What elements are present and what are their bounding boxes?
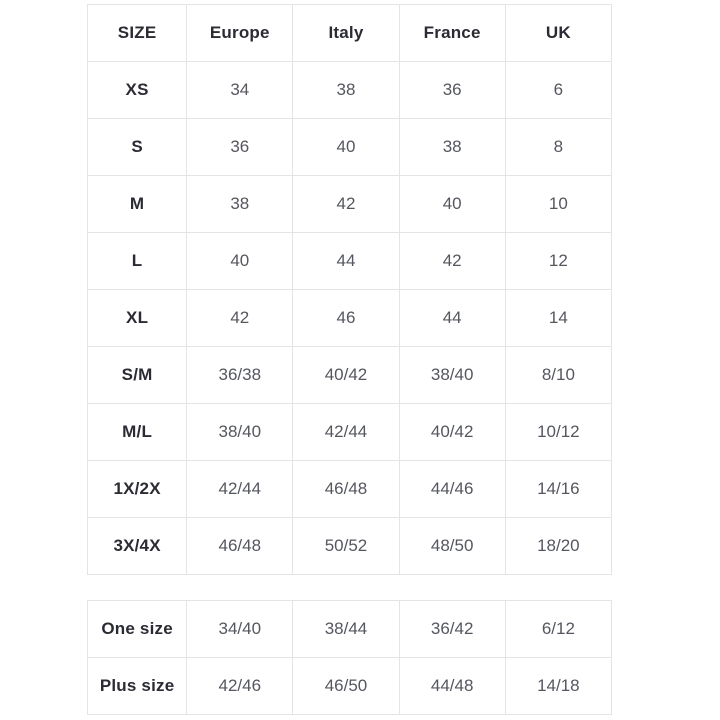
value-cell: 48/50 <box>399 518 505 575</box>
value-cell: 10/12 <box>505 404 611 461</box>
value-cell: 8/10 <box>505 347 611 404</box>
value-cell: 36 <box>187 119 293 176</box>
value-cell: 46 <box>293 290 399 347</box>
value-cell: 40 <box>399 176 505 233</box>
table-row <box>88 290 612 347</box>
table-row <box>88 347 612 404</box>
size-conversion-table <box>87 4 612 575</box>
value-cell: 40 <box>187 233 293 290</box>
value-cell: 34 <box>187 62 293 119</box>
value-cell: 42 <box>399 233 505 290</box>
table-row <box>88 404 612 461</box>
table-row <box>88 461 612 518</box>
value-cell: 14/16 <box>505 461 611 518</box>
value-cell: 44 <box>399 290 505 347</box>
column-header-size: SIZE <box>88 5 187 62</box>
value-cell: 38/44 <box>293 601 399 658</box>
value-cell: 12 <box>505 233 611 290</box>
value-cell: 36/38 <box>187 347 293 404</box>
table-row <box>88 176 612 233</box>
size-label-cell: M <box>88 176 187 233</box>
size-label-cell: Plus size <box>88 658 187 715</box>
size-label-cell: 1X/2X <box>88 461 187 518</box>
value-cell: 36 <box>399 62 505 119</box>
size-label-cell: S <box>88 119 187 176</box>
value-cell: 42/44 <box>187 461 293 518</box>
size-label-cell: XL <box>88 290 187 347</box>
size-label-cell: 3X/4X <box>88 518 187 575</box>
table-row <box>88 233 612 290</box>
value-cell: 44 <box>293 233 399 290</box>
value-cell: 14/18 <box>505 658 611 715</box>
table-row <box>88 658 612 715</box>
size-label-cell: XS <box>88 62 187 119</box>
value-cell: 46/50 <box>293 658 399 715</box>
value-cell: 6/12 <box>505 601 611 658</box>
value-cell: 38 <box>293 62 399 119</box>
table-row <box>88 601 612 658</box>
size-label-cell: One size <box>88 601 187 658</box>
size-label-cell: M/L <box>88 404 187 461</box>
value-cell: 8 <box>505 119 611 176</box>
size-label-cell: L <box>88 233 187 290</box>
value-cell: 18/20 <box>505 518 611 575</box>
table-row <box>88 119 612 176</box>
value-cell: 46/48 <box>187 518 293 575</box>
header-row <box>88 5 612 62</box>
value-cell: 42 <box>293 176 399 233</box>
value-cell: 14 <box>505 290 611 347</box>
value-cell: 46/48 <box>293 461 399 518</box>
table-row <box>88 518 612 575</box>
column-header-europe: Europe <box>187 5 293 62</box>
value-cell: 38 <box>187 176 293 233</box>
value-cell: 38/40 <box>187 404 293 461</box>
value-cell: 6 <box>505 62 611 119</box>
size-label-cell: S/M <box>88 347 187 404</box>
column-header-france: France <box>399 5 505 62</box>
value-cell: 34/40 <box>187 601 293 658</box>
value-cell: 10 <box>505 176 611 233</box>
value-cell: 40/42 <box>293 347 399 404</box>
value-cell: 40/42 <box>399 404 505 461</box>
value-cell: 44/48 <box>399 658 505 715</box>
column-header-italy: Italy <box>293 5 399 62</box>
value-cell: 42/46 <box>187 658 293 715</box>
value-cell: 38/40 <box>399 347 505 404</box>
value-cell: 50/52 <box>293 518 399 575</box>
special-sizes-table <box>87 600 612 715</box>
value-cell: 44/46 <box>399 461 505 518</box>
value-cell: 36/42 <box>399 601 505 658</box>
value-cell: 42 <box>187 290 293 347</box>
value-cell: 40 <box>293 119 399 176</box>
value-cell: 38 <box>399 119 505 176</box>
value-cell: 42/44 <box>293 404 399 461</box>
table-row <box>88 62 612 119</box>
column-header-uk: UK <box>505 5 611 62</box>
